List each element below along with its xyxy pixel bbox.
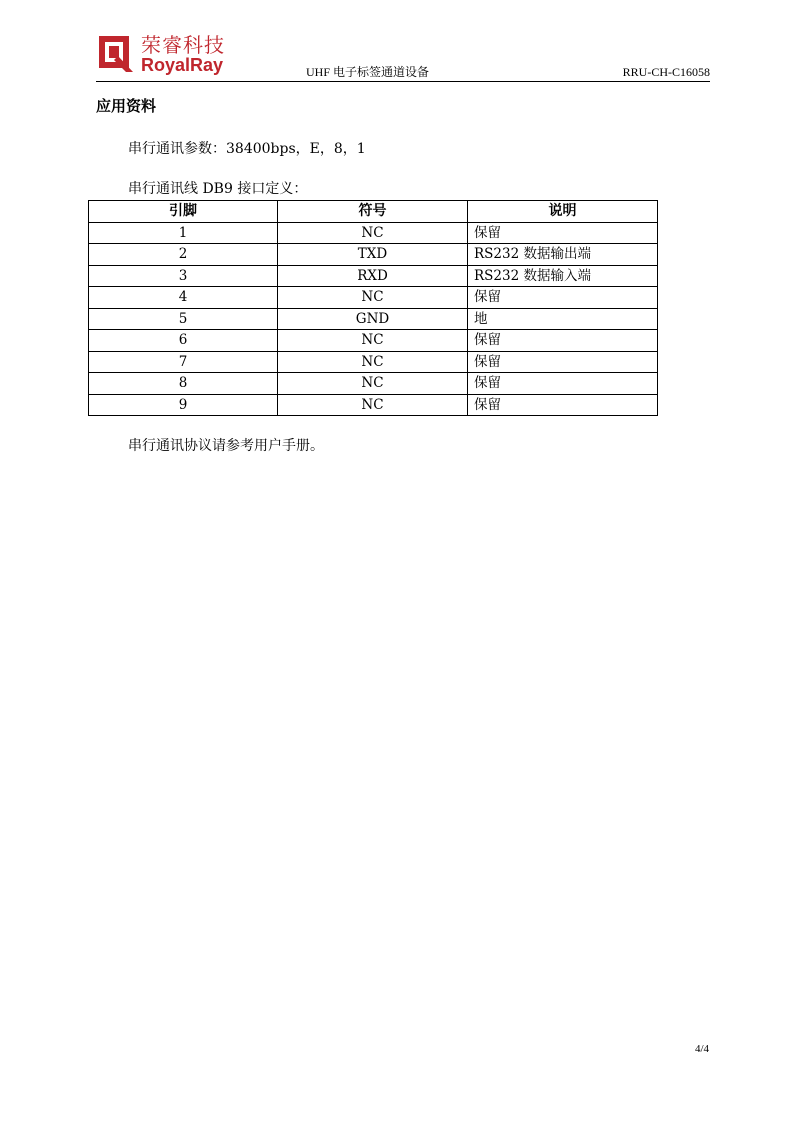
column-header-symbol: 符号 xyxy=(278,201,468,223)
pin-cell: 8 xyxy=(89,373,278,395)
logo-english-name: RoyalRay xyxy=(141,55,224,75)
table-header-row xyxy=(89,201,658,223)
description-cell: RS232 数据输出端 xyxy=(468,244,658,266)
description-cell: 保留 xyxy=(468,222,658,244)
column-header-pin: 引脚 xyxy=(89,201,278,223)
table-row xyxy=(89,351,658,373)
logo-chinese-name: 荣睿科技 xyxy=(141,33,225,57)
page-number: 4/4 xyxy=(694,1043,709,1055)
symbol-cell: NC xyxy=(278,351,468,373)
db9-pin-table xyxy=(88,200,658,416)
table-row xyxy=(89,222,658,244)
pin-cell: 5 xyxy=(89,308,278,330)
header-title: UHF 电子标签通道设备 xyxy=(306,65,430,79)
symbol-cell: GND xyxy=(278,308,468,330)
serial-params-paragraph: 串行通讯参数：38400bps，E，8，1 xyxy=(128,141,366,157)
description-cell: RS232 数据输入端 xyxy=(468,265,658,287)
symbol-cell: NC xyxy=(278,373,468,395)
pin-cell: 9 xyxy=(89,394,278,416)
royalray-logo-icon xyxy=(98,34,136,74)
description-cell: 保留 xyxy=(468,330,658,352)
protocol-note-paragraph: 串行通讯协议请参考用户手册。 xyxy=(128,438,324,454)
section-title: 应用资料 xyxy=(96,97,157,115)
table-row xyxy=(89,244,658,266)
description-cell: 保留 xyxy=(468,373,658,395)
pin-cell: 4 xyxy=(89,287,278,309)
pin-cell: 3 xyxy=(89,265,278,287)
description-cell: 地 xyxy=(468,308,658,330)
column-header-description: 说明 xyxy=(468,201,658,223)
db9-intro-paragraph: 串行通讯线 DB9 接口定义： xyxy=(128,181,308,197)
pin-cell: 1 xyxy=(89,222,278,244)
symbol-cell: NC xyxy=(278,394,468,416)
description-cell: 保留 xyxy=(468,394,658,416)
description-cell: 保留 xyxy=(468,287,658,309)
document-code: RRU-CH-C16058 xyxy=(622,65,710,79)
table-row xyxy=(89,308,658,330)
table-row xyxy=(89,373,658,395)
table-row xyxy=(89,287,658,309)
table-row xyxy=(89,265,658,287)
symbol-cell: NC xyxy=(278,287,468,309)
symbol-cell: TXD xyxy=(278,244,468,266)
pin-cell: 6 xyxy=(89,330,278,352)
description-cell: 保留 xyxy=(468,351,658,373)
symbol-cell: NC xyxy=(278,222,468,244)
table-row xyxy=(89,394,658,416)
pin-cell: 2 xyxy=(89,244,278,266)
pin-cell: 7 xyxy=(89,351,278,373)
table-row xyxy=(89,330,658,352)
header-divider xyxy=(96,81,710,82)
symbol-cell: RXD xyxy=(278,265,468,287)
symbol-cell: NC xyxy=(278,330,468,352)
page-header xyxy=(96,30,710,82)
